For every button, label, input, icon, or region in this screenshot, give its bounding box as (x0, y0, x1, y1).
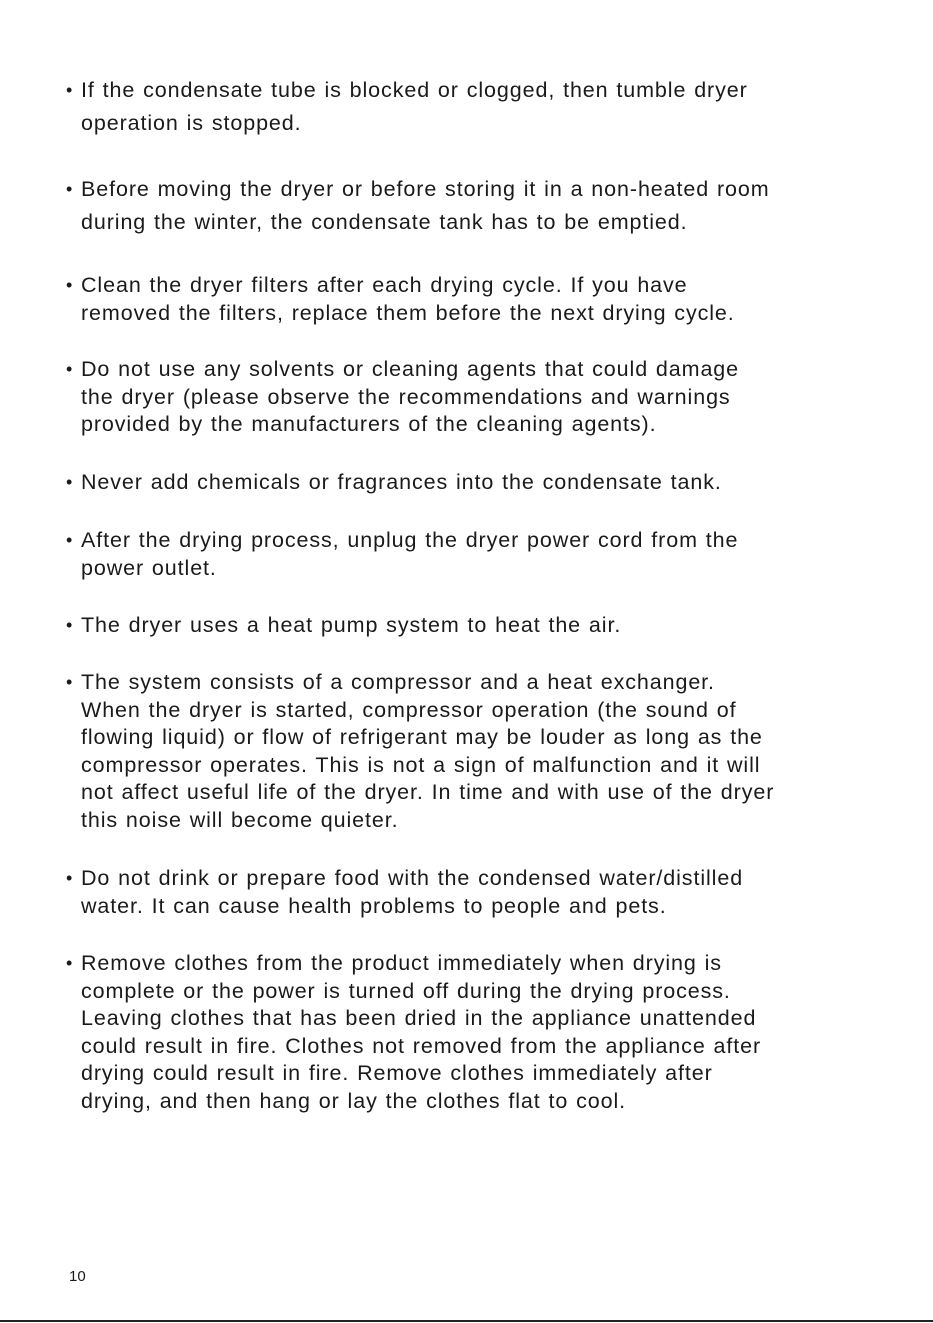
bullet-line: water. It can cause health problems to people and pets. (81, 894, 667, 918)
page-number: 10 (69, 1268, 86, 1285)
bullet-line: operation is stopped. (81, 111, 302, 135)
bullet-line: flowing liquid) or flow of refrigerant may be louder as long as the (81, 725, 763, 749)
bullet-line: Leaving clothes that has been dried in the appliance unattended (81, 1006, 757, 1031)
bullet-line: Clean the dryer filters after each drying cycle. If you have (81, 273, 688, 297)
bullet-line: Never add chemicals or fragrances into the condensate tank. (81, 470, 722, 494)
bullet-line: The dryer uses a heat pump system to heat the air. (81, 613, 622, 637)
bullet-dot: • (66, 868, 74, 888)
bottom-divider (0, 1320, 933, 1322)
bullet-line: Do not use any solvents or cleaning agents that could damage (81, 357, 740, 381)
bullet-line: this noise will become quieter. (81, 807, 399, 832)
bullet-line: Remove clothes from the product immediately when drying is (81, 951, 722, 975)
bullet-line: the dryer (please observe the recommendations and warnings (81, 384, 731, 409)
bullet-item (66, 612, 621, 640)
bullet-line: provided by the manufacturers of the cleaning agents). (81, 412, 657, 436)
bullet-line: drying could result in fire. Remove clothes immediately after (81, 1061, 713, 1086)
bullet-line: compressor operates. This is not a sign of malfunction and it will (81, 752, 761, 777)
bullet-item (66, 469, 722, 497)
bullet-dot: • (66, 530, 74, 550)
bullet-item (66, 74, 748, 140)
bullet-line: power outlet. (81, 556, 217, 580)
bullet-line: removed the filters, replace them before the next drying cycle. (81, 301, 735, 325)
bullet-dot: • (66, 953, 74, 973)
bullet-dot: • (66, 179, 74, 199)
bullet-line: drying, and then hang or lay the clothes flat to cool. (81, 1088, 627, 1113)
bullet-dot: • (66, 472, 74, 492)
bullet-line: Before moving the dryer or before storing it in a non-heated room (81, 177, 770, 201)
bullet-item (66, 526, 738, 582)
bullet-line: After the drying process, unplug the dryer power cord from the (81, 528, 739, 552)
bullet-dot: • (66, 672, 74, 692)
bullet-line: When the dryer is started, compressor operation (the sound of (81, 697, 737, 722)
bullet-item (66, 864, 743, 920)
bullet-dot: • (66, 615, 74, 635)
bullet-item (66, 356, 739, 439)
bullet-line: could result in fire. Clothes not removed from the appliance after (81, 1033, 762, 1058)
bullet-line: complete or the power is turned off during the drying process. (81, 978, 731, 1003)
bullet-line: not affect useful life of the dryer. In time and with use of the dryer (81, 780, 775, 804)
bullet-dot: • (66, 359, 74, 379)
bullet-line: during the winter, the condensate tank has to be emptied. (81, 210, 688, 234)
bullet-item (66, 271, 735, 327)
bullet-line: The system consists of a compressor and a heat exchanger. (81, 670, 715, 694)
bullet-item (66, 669, 774, 834)
bullet-item (66, 950, 761, 1116)
bullet-line: If the condensate tube is blocked or clogged, then tumble dryer (81, 78, 748, 102)
bullet-dot: • (66, 275, 74, 295)
bullet-item (66, 173, 770, 239)
bullet-line: Do not drink or prepare food with the condensed water/distilled (81, 866, 744, 890)
bullet-dot: • (66, 80, 74, 100)
